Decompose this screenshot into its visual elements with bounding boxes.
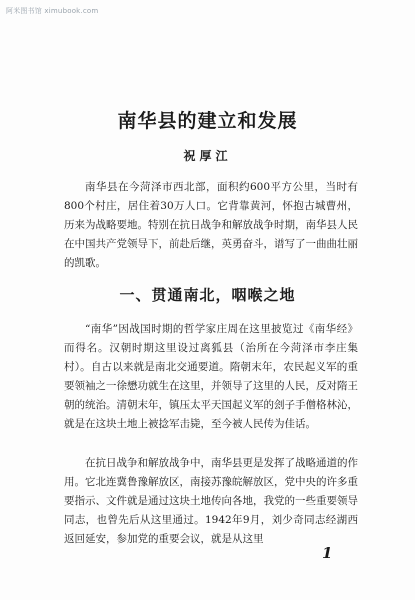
body-paragraph: 在抗日战争和解放战争中，南华县更是发挥了战略通道的作用。它北连冀鲁豫解放区，南接苏豫皖解放区，党中央的许多重要指示、文件就是通过这块土地传向各地，我党的一些重要领导同志，也曾先后从这里通过。1942年9月，刘少奇同志经湖西返回延安，参加党的重要会议，就是从这里	[64, 457, 358, 545]
section-heading: 一、贯通南北，咽喉之地	[119, 286, 296, 304]
author-name: 祝厚江	[183, 149, 232, 163]
intro-paragraph: 南华县在今菏泽市西北部，面积约600平方公里，当时有800个村庄，居住着30万人口。它背靠黄河，怀抱古城曹州，历来为战略要地。特别在抗日战争和解放战争时期，南华县人民在中国共产党领导下，前赴后继，英勇奋斗，谱写了一曲曲壮丽的凯歌。	[64, 181, 358, 269]
page-number: 1	[322, 544, 333, 562]
article-title: 南华县的建立和发展	[117, 110, 298, 132]
body-paragraph: “南华”因战国时期的哲学家庄周在这里披览过《南华经》而得名。汉朝时期这里设过离狐县（治所在今菏泽市李庄集村）。自古以来就是南北交通要道。隋朝末年，农民起义军的重要领袖之一徐懋功就生在这里，并领导了这里的人民，反对隋王朝的统治。清朝末年，镇压太平天国起义军的刽子手僧格林沁，就是在这块土地上被捻军击毙，至今被人民传为佳话。	[64, 323, 358, 430]
watermark: 阿米图书馆 ximubook.com	[6, 7, 99, 15]
